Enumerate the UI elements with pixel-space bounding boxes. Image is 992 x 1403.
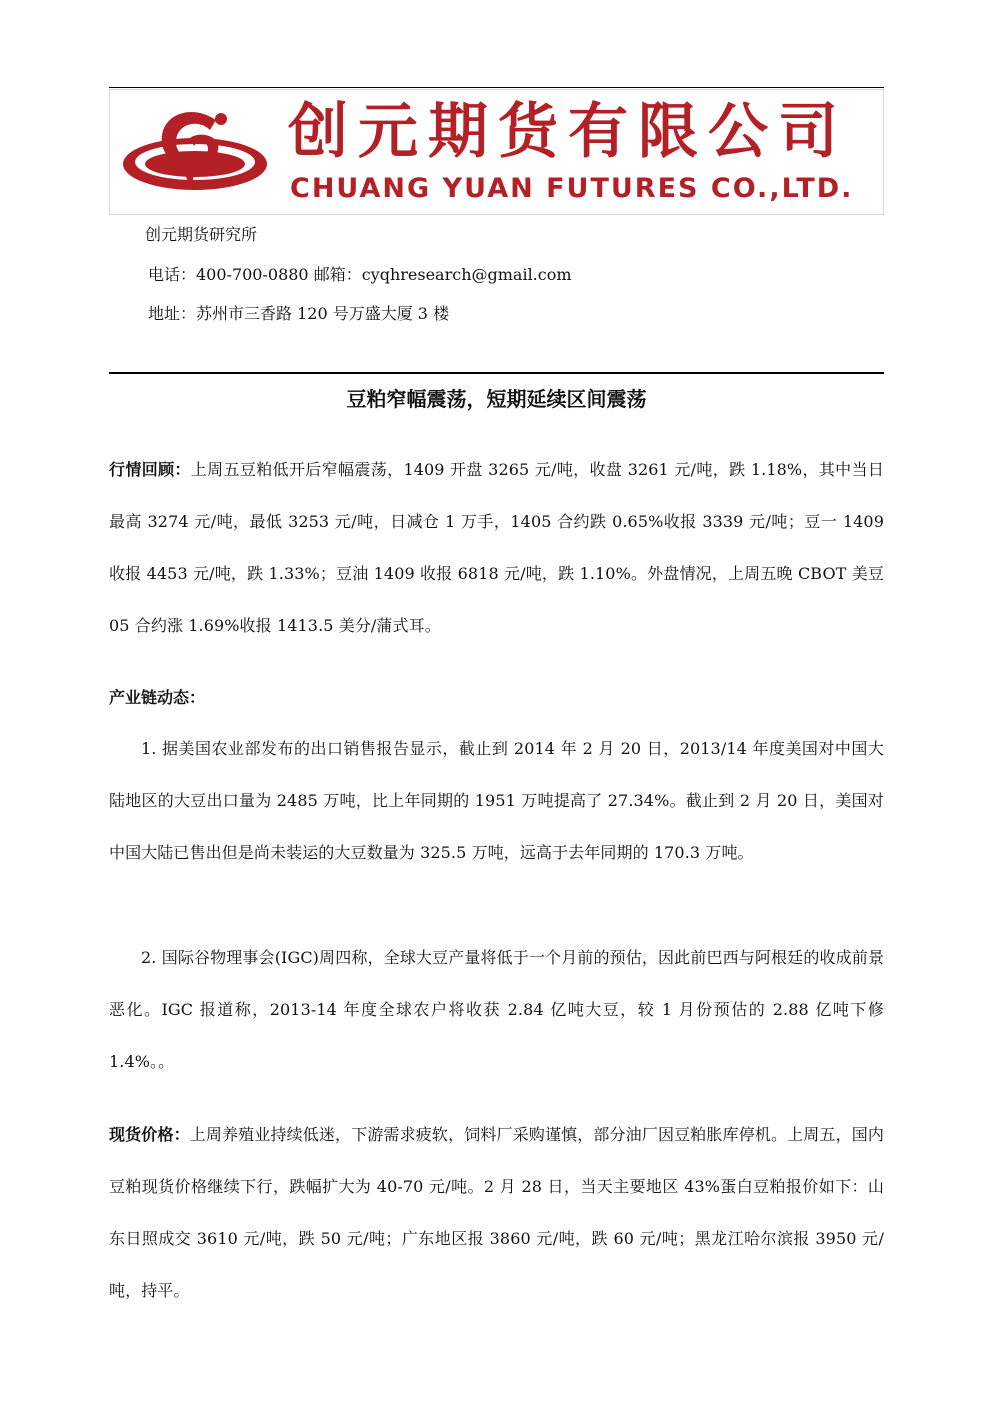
industry-chain-item: 1. 据美国农业部发布的出口销售报告显示，截止到 2014 年 2 月 20 日，2013/14 年度美国对中国大陆地区的大豆出口量为 2485 万吨，比上年同期的 1951 万吨提高了 27.34%。截止到 2 月 20 日，美国对中国大陆已售出但是尚未装运的大豆数量为 325.5 万吨，远高于去年同期的 170.3 万吨。 xyxy=(109,739,884,862)
market-review-label: 行情回顾： xyxy=(109,460,191,479)
address-line: 地址：苏州市三香路 120 号万盛大厦 3 楼 xyxy=(148,304,450,323)
chuangyuan-logo-icon xyxy=(120,98,270,202)
company-name-en: CHUANG YUAN FUTURES CO.,LTD. xyxy=(290,173,854,204)
department-name: 创元期货研究所 xyxy=(145,225,258,244)
spot-price-text: 上周养殖业持续低迷，下游需求疲软，饲料厂采购谨慎，部分油厂因豆粕胀库停机。上周五，国内豆粕现货价格继续下行，跌幅扩大为 40-70 元/吨。2 月 28 日，当天主要地区 43%蛋白豆粕报价如下：山东日照成交 3610 元/吨，跌 50 元/吨；广东地区报 3860 元/吨，跌 60 元/吨；黑龙江哈尔滨报 3950 元/吨，持平。 xyxy=(109,1125,884,1300)
industry-chain-item: 2. 国际谷物理事会(IGC)周四称，全球大豆产量将低于一个月前的预估，因此前巴西与阿根廷的收成前景恶化。IGC 报道称，2013-14 年度全球农户将收获 2.84 亿吨大豆，较 1 月份预估的 2.88 亿吨下修 1.4%。。 xyxy=(109,948,884,1071)
market-review-paragraph xyxy=(109,444,884,652)
spot-price-paragraph xyxy=(109,1109,884,1317)
report-title: 豆粕窄幅震荡，短期延续区间震荡 xyxy=(346,387,647,411)
spot-price-label: 现货价格： xyxy=(109,1125,190,1144)
industry-chain-heading: 产业链动态： xyxy=(109,688,206,707)
company-name-cn: 创元期货有限公司 xyxy=(288,97,848,167)
company-banner xyxy=(109,89,884,215)
market-review-text: 上周五豆粕低开后窄幅震荡，1409 开盘 3265 元/吨，收盘 3261 元/吨，跌 1.18%，其中当日最高 3274 元/吨，最低 3253 元/吨，日减仓 1 万手，1405 合约跌 0.65%收报 3339 元/吨；豆一 1409 收报 4453 元/吨，跌 1.33%；豆油 1409 收报 6818 元/吨，跌 1.10%。外盘情况，上周五晚 CBOT 美豆 05 合约涨 1.69%收报 1413.5 美分/蒲式耳。 xyxy=(109,460,884,635)
phone-email-line: 电话：400-700-0880 邮箱：cyqhresearch@gmail.com xyxy=(148,265,572,284)
section-divider xyxy=(109,372,884,374)
header-top-rule xyxy=(109,87,884,88)
